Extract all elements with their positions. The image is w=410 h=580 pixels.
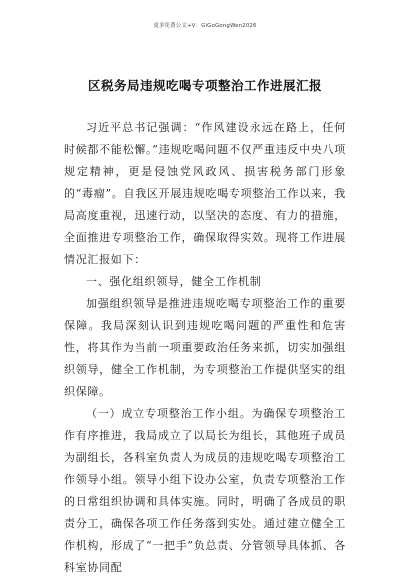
subsection-paragraph: （一）成立专项整治工作小组。为确保专项整治工作有序推进，我局成立了以局长为组长，其他班子成员为副组长，各科室负责人为成员的违规吃喝专项整治工作领导小组。领导小组下设办公室，负责专项整治工作的日常组织协调和具体实施。同时，明确了各成员的职责分工，确保各项工作任务落到实处。通过建立健全工作机构，形成了“一把手”负总责、分管领导具体抓、各科室协同配 xyxy=(64,407,346,574)
section-heading: 一、强化组织领导，健全工作机制 xyxy=(86,275,262,288)
document-title: 区税务局违规吃喝专项整治工作进展汇报 xyxy=(87,78,322,93)
header-note: 更多免费公文+V：GiGoGongWen2026 xyxy=(153,23,257,29)
section-paragraph: 加强组织领导是推进违规吃喝专项整治工作的重要保障。我局深刻认识到违规吃喝问题的严重性和危害性，将其作为当前一项重要政治任务来抓，切实加强组织领导，健全工作机制，为专项整治工作提供坚实的组织保障。 xyxy=(64,297,346,398)
intro-paragraph: 习近平总书记强调：“作风建设永远在路上，任何时候都不能松懈。”违规吃喝问题不仅严重违反中央八项规定精神，更是侵蚀党风政风、损害税务部门形象的“毒瘤”。自我区开展违规吃喝专项整治工作以来，我局高度重视，迅速行动，以坚决的态度、有力的措施，全面推进专项整治工作，确保取得实效。现将工作进展情况汇报如下： xyxy=(64,121,346,266)
document-body xyxy=(64,117,346,579)
